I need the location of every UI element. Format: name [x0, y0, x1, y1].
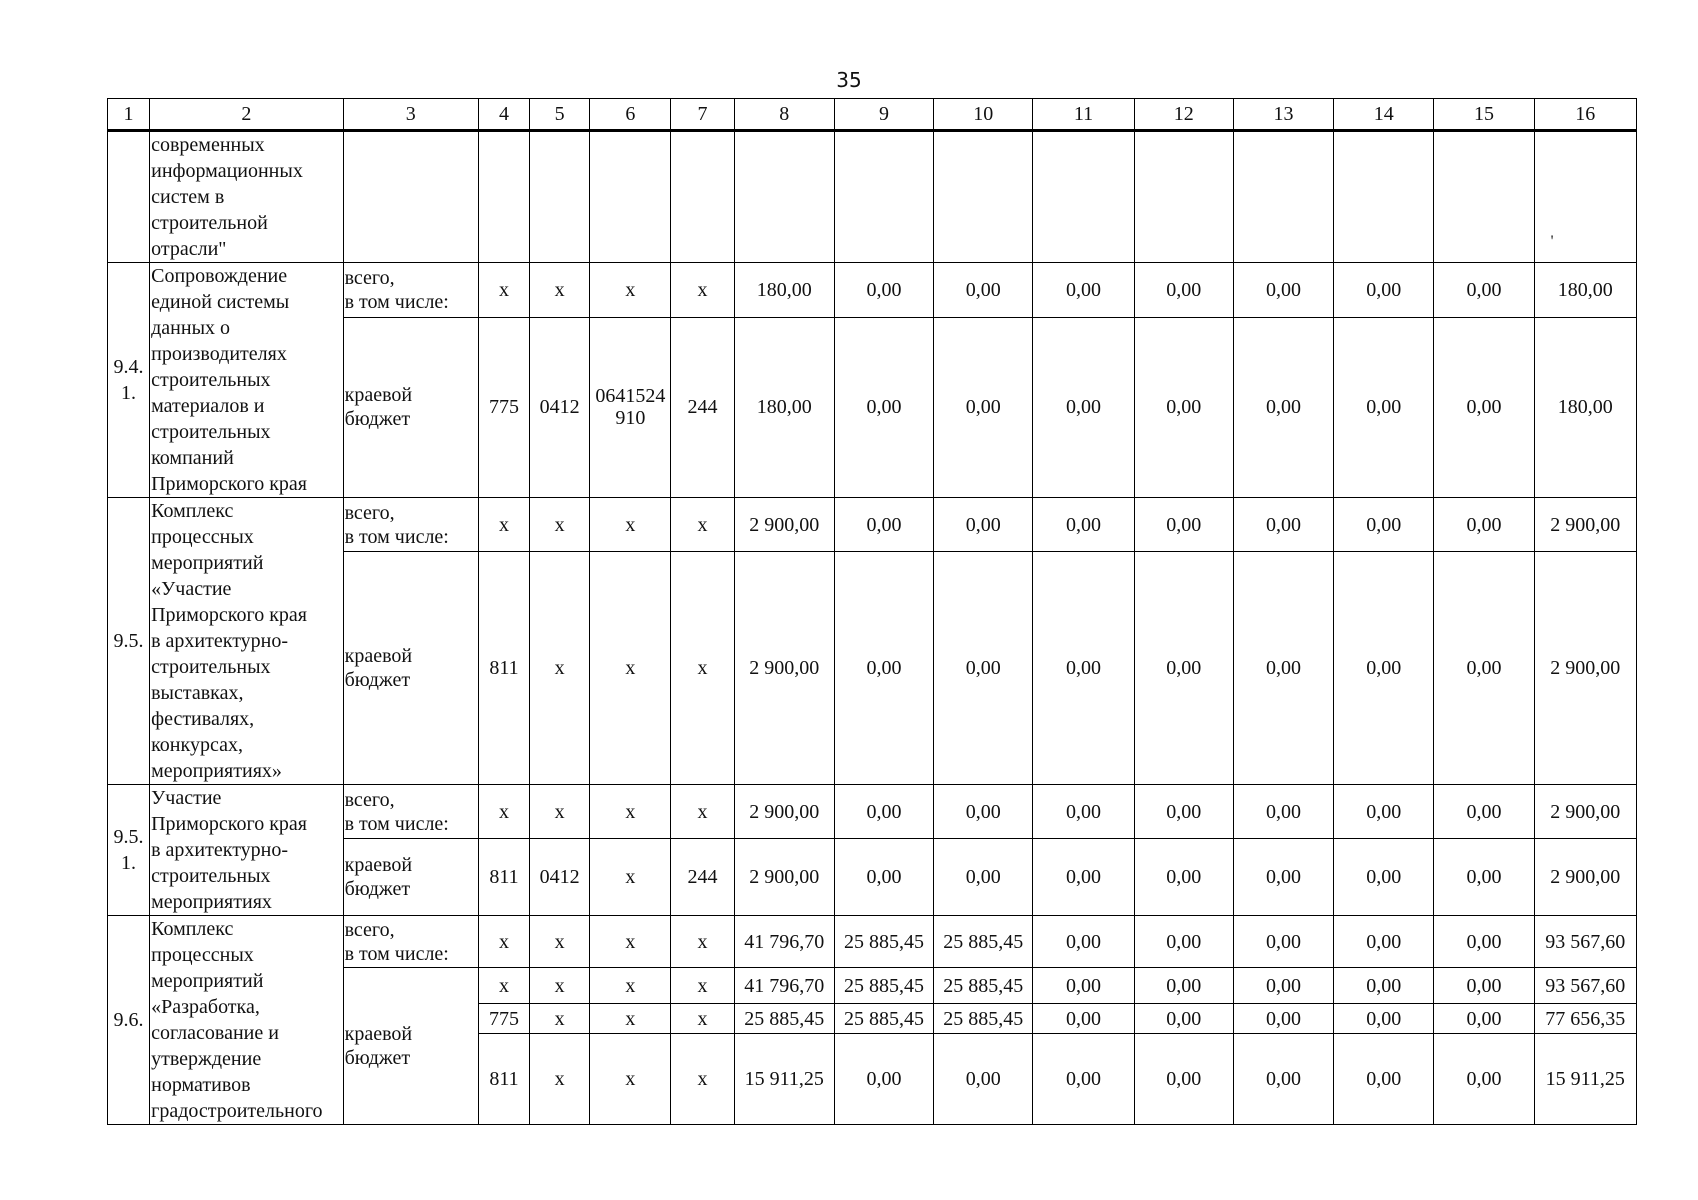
column-header-12: 12: [1134, 99, 1233, 131]
value-cell: 0,00: [1334, 968, 1434, 1004]
funding-type-cell: всего, в том числе:: [343, 785, 478, 839]
value-cell: 0,00: [1334, 263, 1434, 318]
row-number-cell: [108, 131, 150, 263]
value-cell: 0,00: [1134, 498, 1233, 552]
item-name-cell: Комплекс процессных мероприятий «Разработка, согласование и утверждение нормативов градостроительного: [150, 916, 344, 1125]
value-cell: 0,00: [1233, 1004, 1333, 1034]
value-cell: 775: [478, 317, 529, 497]
funding-type-cell: краевой бюджет: [343, 839, 478, 916]
value-cell: 0,00: [1134, 785, 1233, 839]
value-cell: 2 900,00: [1534, 839, 1636, 916]
cell: [1134, 131, 1233, 263]
value-cell: 180,00: [734, 263, 834, 318]
value-cell: 0,00: [1434, 263, 1534, 318]
value-cell: 811: [478, 1034, 529, 1125]
value-cell: 0,00: [1434, 1034, 1534, 1125]
cell: [934, 131, 1033, 263]
value-cell: x: [478, 498, 529, 552]
value-cell: 244: [671, 317, 734, 497]
mark-cell: [1534, 131, 1636, 263]
value-cell: x: [671, 968, 734, 1004]
table-row: [108, 785, 1637, 839]
value-cell: 0,00: [1233, 552, 1333, 785]
value-cell: x: [590, 498, 671, 552]
value-cell: 25 885,45: [934, 968, 1033, 1004]
value-cell: x: [530, 498, 590, 552]
value-cell: x: [671, 1004, 734, 1034]
value-cell: x: [590, 839, 671, 916]
value-cell: x: [671, 785, 734, 839]
value-cell: 0412: [530, 317, 590, 497]
value-cell: x: [671, 263, 734, 318]
value-cell: 41 796,70: [734, 916, 834, 968]
value-cell: 0,00: [1134, 839, 1233, 916]
value-cell: 0,00: [1434, 916, 1534, 968]
funding-type-cell: краевой бюджет: [343, 552, 478, 785]
value-cell: 25 885,45: [734, 1004, 834, 1034]
value-cell: 0,00: [1334, 839, 1434, 916]
value-cell: 0,00: [934, 263, 1033, 318]
value-cell: x: [530, 552, 590, 785]
value-cell: 0,00: [1134, 916, 1233, 968]
value-cell: 0,00: [1334, 1004, 1434, 1034]
value-cell: 0,00: [1033, 968, 1134, 1004]
item-name-cell: современных информационных систем в строительной отрасли": [150, 131, 344, 263]
value-cell: 93 567,60: [1534, 968, 1636, 1004]
table-row: [108, 131, 1637, 263]
cell: [1434, 131, 1534, 263]
value-cell: x: [590, 968, 671, 1004]
value-cell: 0,00: [1434, 317, 1534, 497]
value-cell: 0,00: [1334, 785, 1434, 839]
table-row: [108, 916, 1637, 968]
cell: [671, 131, 734, 263]
value-cell: 0,00: [1233, 498, 1333, 552]
value-cell: x: [530, 968, 590, 1004]
column-header-16: 16: [1534, 99, 1636, 131]
value-cell: 0,00: [1233, 317, 1333, 497]
value-cell: 0,00: [1233, 1034, 1333, 1125]
value-cell: 25 885,45: [834, 916, 933, 968]
funding-type-cell: всего, в том числе:: [343, 263, 478, 318]
value-cell: 2 900,00: [734, 785, 834, 839]
value-cell: 775: [478, 1004, 529, 1034]
value-cell: x: [530, 263, 590, 318]
page-number: 35: [836, 68, 862, 92]
header-row: [108, 99, 1637, 131]
value-cell: x: [671, 916, 734, 968]
value-cell: 0,00: [834, 552, 933, 785]
value-cell: 0,00: [1033, 552, 1134, 785]
item-name-cell: Сопровождение единой системы данных о производителях строительных материалов и строительных компаний Приморского края: [150, 263, 344, 498]
value-cell: 0,00: [1434, 839, 1534, 916]
value-cell: 0,00: [1134, 552, 1233, 785]
cell: [1033, 131, 1134, 263]
value-cell: 0,00: [934, 785, 1033, 839]
value-cell: 0,00: [1334, 916, 1434, 968]
column-header-8: 8: [734, 99, 834, 131]
row-number-cell: 9.4. 1.: [108, 263, 150, 498]
value-cell: x: [590, 1034, 671, 1125]
value-cell: 0,00: [934, 552, 1033, 785]
value-cell: 0,00: [1033, 916, 1134, 968]
value-cell: x: [590, 1004, 671, 1034]
value-cell: 0,00: [1033, 785, 1134, 839]
value-cell: 0,00: [1434, 552, 1534, 785]
value-cell: 0,00: [1033, 1034, 1134, 1125]
value-cell: 0,00: [1033, 498, 1134, 552]
value-cell: x: [530, 785, 590, 839]
cell: [734, 131, 834, 263]
value-cell: 15 911,25: [1534, 1034, 1636, 1125]
value-cell: 2 900,00: [734, 839, 834, 916]
value-cell: 0,00: [1033, 263, 1134, 318]
value-cell: x: [590, 552, 671, 785]
column-header-2: 2: [150, 99, 344, 131]
cell: [478, 131, 529, 263]
column-header-4: 4: [478, 99, 529, 131]
row-number-cell: 9.6.: [108, 916, 150, 1125]
value-cell: 0,00: [1334, 498, 1434, 552]
value-cell: 0412: [530, 839, 590, 916]
column-header-6: 6: [590, 99, 671, 131]
cell: [343, 131, 478, 263]
item-name-cell: Участие Приморского края в архитектурно- строительных мероприятиях: [150, 785, 344, 916]
column-header-13: 13: [1233, 99, 1333, 131]
funding-type-cell: всего, в том числе:: [343, 916, 478, 968]
value-cell: x: [530, 1004, 590, 1034]
value-cell: 2 900,00: [734, 498, 834, 552]
value-cell: 25 885,45: [934, 1004, 1033, 1034]
column-header-14: 14: [1334, 99, 1434, 131]
value-cell: 0,00: [834, 785, 933, 839]
value-cell: 0,00: [1434, 968, 1534, 1004]
value-cell: 0,00: [934, 317, 1033, 497]
value-cell: x: [671, 498, 734, 552]
value-cell: 811: [478, 839, 529, 916]
value-cell: x: [478, 916, 529, 968]
value-cell: 25 885,45: [934, 916, 1033, 968]
value-cell: 0,00: [1233, 785, 1333, 839]
table-row: [108, 263, 1637, 318]
column-header-15: 15: [1434, 99, 1534, 131]
value-cell: 2 900,00: [1534, 552, 1636, 785]
value-cell: 0,00: [834, 317, 933, 497]
value-cell: 0,00: [1334, 317, 1434, 497]
value-cell: 0,00: [834, 498, 933, 552]
value-cell: 0,00: [934, 1034, 1033, 1125]
value-cell: 0,00: [1334, 1034, 1434, 1125]
value-cell: 0,00: [1033, 1004, 1134, 1034]
column-header-5: 5: [530, 99, 590, 131]
value-cell: 0,00: [1233, 839, 1333, 916]
value-cell: x: [671, 552, 734, 785]
value-cell: 0,00: [1134, 1004, 1233, 1034]
value-cell: 811: [478, 552, 529, 785]
value-cell: x: [478, 968, 529, 1004]
row-number-cell: 9.5. 1.: [108, 785, 150, 916]
funding-type-cell: краевой бюджет: [343, 968, 478, 1125]
funding-type-cell: всего, в том числе:: [343, 498, 478, 552]
value-cell: x: [478, 263, 529, 318]
value-cell: 0,00: [1434, 1004, 1534, 1034]
value-cell: 2 900,00: [1534, 498, 1636, 552]
value-cell: 93 567,60: [1534, 916, 1636, 968]
item-name-cell: Комплекс процессных мероприятий «Участие Приморского края в архитектурно- строительных выставках, фестивалях, конкурсах, мероприятиях»: [150, 498, 344, 785]
value-cell: 15 911,25: [734, 1034, 834, 1125]
cell: [530, 131, 590, 263]
value-cell: 2 900,00: [734, 552, 834, 785]
value-cell: 77 656,35: [1534, 1004, 1636, 1034]
value-cell: 180,00: [1534, 317, 1636, 497]
pen-mark: ': [1550, 233, 1554, 250]
column-header-7: 7: [671, 99, 734, 131]
column-header-1: 1: [108, 99, 150, 131]
value-cell: 25 885,45: [834, 968, 933, 1004]
table-row: [108, 498, 1637, 552]
value-cell: 0,00: [1134, 263, 1233, 318]
value-cell: 0641524 910: [590, 317, 671, 497]
value-cell: x: [590, 785, 671, 839]
column-header-9: 9: [834, 99, 933, 131]
cell: [590, 131, 671, 263]
value-cell: 0,00: [934, 498, 1033, 552]
value-cell: 41 796,70: [734, 968, 834, 1004]
value-cell: 244: [671, 839, 734, 916]
cell: [1233, 131, 1333, 263]
value-cell: 0,00: [1334, 552, 1434, 785]
row-number-cell: 9.5.: [108, 498, 150, 785]
funding-type-cell: краевой бюджет: [343, 317, 478, 497]
value-cell: x: [671, 1034, 734, 1125]
value-cell: x: [530, 916, 590, 968]
value-cell: 0,00: [1233, 916, 1333, 968]
value-cell: 0,00: [834, 263, 933, 318]
value-cell: 2 900,00: [1534, 785, 1636, 839]
value-cell: 0,00: [1134, 968, 1233, 1004]
budget-table: [107, 98, 1637, 1125]
value-cell: 180,00: [734, 317, 834, 497]
value-cell: 0,00: [834, 839, 933, 916]
value-cell: 0,00: [834, 1034, 933, 1125]
value-cell: 0,00: [1134, 1034, 1233, 1125]
cell: [1334, 131, 1434, 263]
column-header-10: 10: [934, 99, 1033, 131]
value-cell: x: [478, 785, 529, 839]
column-header-3: 3: [343, 99, 478, 131]
value-cell: 0,00: [1134, 317, 1233, 497]
cell: [834, 131, 933, 263]
value-cell: 0,00: [1033, 317, 1134, 497]
column-header-11: 11: [1033, 99, 1134, 131]
value-cell: x: [590, 916, 671, 968]
value-cell: 0,00: [1434, 785, 1534, 839]
value-cell: 0,00: [1233, 968, 1333, 1004]
value-cell: 0,00: [1434, 498, 1534, 552]
value-cell: 180,00: [1534, 263, 1636, 318]
value-cell: 0,00: [934, 839, 1033, 916]
value-cell: 0,00: [1233, 263, 1333, 318]
value-cell: x: [530, 1034, 590, 1125]
value-cell: 0,00: [1033, 839, 1134, 916]
value-cell: 25 885,45: [834, 1004, 933, 1034]
value-cell: x: [590, 263, 671, 318]
